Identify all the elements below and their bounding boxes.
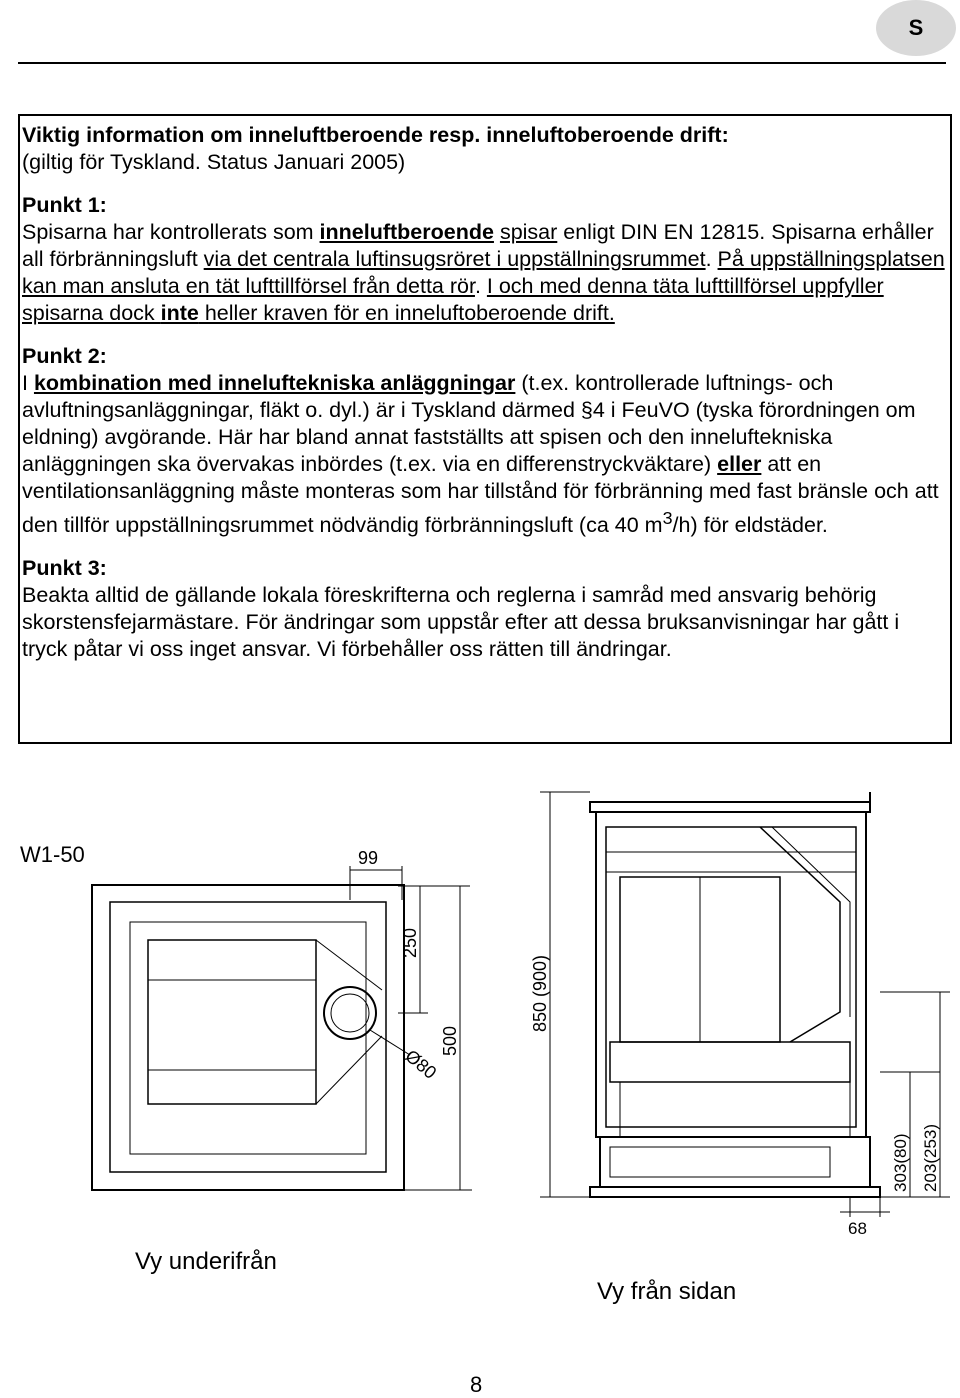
bottom-view-caption: Vy underifrån: [135, 1248, 277, 1275]
side-view-drawing: [510, 772, 955, 1242]
page-number: 8: [470, 1372, 483, 1397]
info-heading: Viktig information om inneluftberoende resp. inneluftoberoende drift:: [22, 123, 729, 147]
bottom-view-drawing: [20, 830, 480, 1210]
side-view-caption: Vy från sidan: [597, 1278, 737, 1305]
header-rule: [18, 62, 946, 64]
point1-title: Punkt 1:: [22, 193, 107, 217]
language-badge: S: [876, 0, 956, 56]
dim-99: 99: [358, 848, 379, 868]
dim-68: 68: [848, 1219, 867, 1238]
point3-text: Beakta alltid de gällande lokala föreskrifterna och reglerna i samråd med ansvarig behörig skorstensfejarmästare. För ändringar som uppstår efter att dessa bruksanvisningar har gått i tryck påtar vi oss inget ansvar. Vi förbehåller oss rätten till ändringar.: [22, 583, 900, 662]
info-box: [18, 114, 952, 744]
point2-text: I kombination med inneluftekniska anläggningar (t.ex. kontrollerade luftnings- och avluftningsanläggningar, fläkt o. dyl.) är i Tyskland därmed §4 i FeuVO (tyska förordningen om eldning) avgörande. Här har bland annat fastställts att spisen och den inneluftekniska anläggningen ska övervakas inbördes (t.ex. via en differenstryckväktare) eller att en ventilationsanläggning måste monteras som har tillstånd för förbränning med fast bränsle och att den tillför uppställningsrummet nödvändig förbränningsluft (ca 40 $m^3/h$) för eldstäder.: [22, 371, 939, 538]
point2-title: Punkt 2:: [22, 344, 107, 368]
dim-250: 250: [400, 927, 420, 958]
dim-203: 203(253): [921, 1123, 940, 1192]
dim-850: 850 (900): [530, 954, 550, 1032]
model-label: W1-50: [20, 842, 85, 867]
info-status: (giltig för Tyskland. Status Januari 2005): [22, 150, 406, 174]
dim-303: 303(80): [891, 1133, 910, 1192]
dim-diameter-80: Ø80: [401, 1045, 441, 1083]
point3-title: Punkt 3:: [22, 556, 107, 581]
point1-text: Spisarna har kontrollerats som inneluftberoende spisar enligt DIN EN 12815. Spisarna erhåller all förbränningsluft via det centrala luftinsugsröret i uppställningsrummet. På uppställningsplatsen kan man ansluta en tät lufttillförsel från detta rör. I och med denna täta lufttillförsel uppfyller spisarna dock inte heller kraven för en inneluftoberoende drift.: [22, 220, 945, 325]
dim-500: 500: [440, 1025, 460, 1056]
